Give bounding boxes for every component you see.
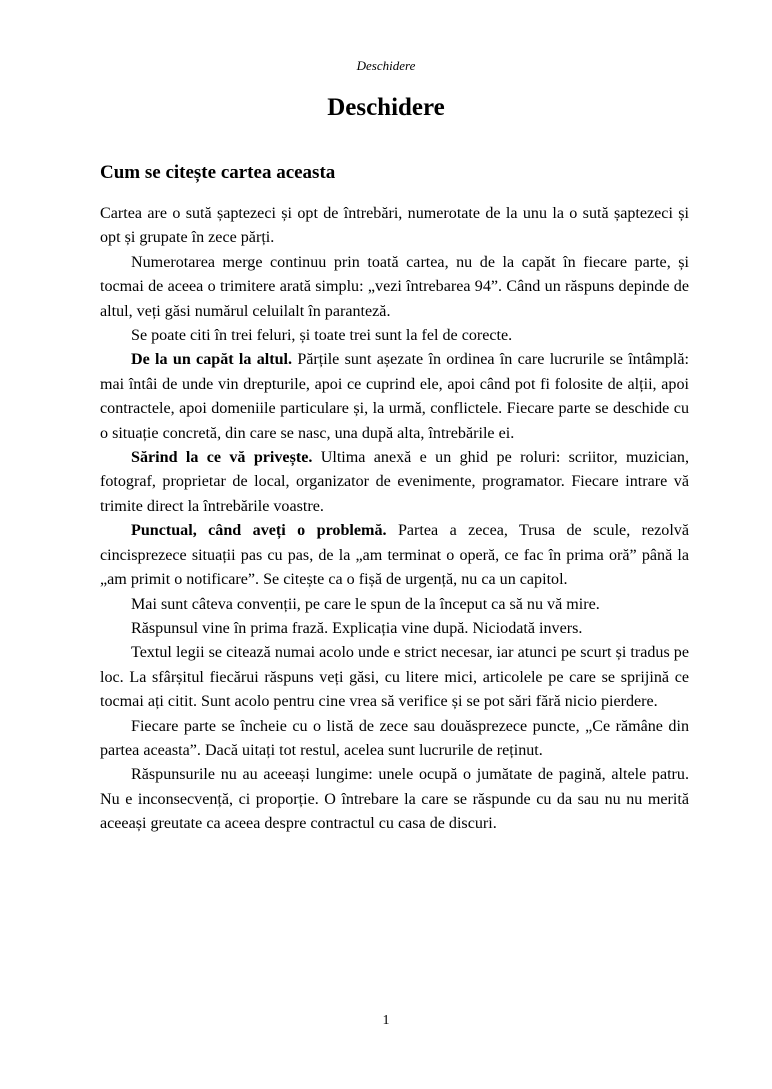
paragraph	[100, 324, 689, 348]
paragraph-text: Textul legii se citează numai acolo unde e strict necesar, iar atunci pe scurt și tradus pe loc. La sfârșitul fiecărui răspuns veți găsi, cu litere mici, articolele pe care se sprijină ce tocmai ați citit. Sunt acolo pentru cine vrea să verifice și se pot sări fără nicio pierdere.	[100, 644, 689, 711]
page-title: Deschidere	[327, 94, 445, 121]
body-text	[100, 202, 689, 837]
section-heading: Cum se citește cartea aceasta	[100, 162, 336, 183]
paragraph	[100, 202, 689, 251]
paragraph-lead: Sărind la ce vă privește.	[131, 449, 313, 467]
paragraph-lead: De la un capăt la altul.	[131, 351, 293, 369]
page-number: 1	[382, 1013, 390, 1028]
paragraph	[100, 593, 689, 617]
paragraph-lead: Punctual, când aveți o problemă.	[131, 522, 387, 540]
paragraph-text: Răspunsurile nu au aceeași lungime: unele ocupă o jumătate de pagină, altele patru. Nu e inconsecvență, ci proporție. O întrebare la care se răspunde cu da sau nu nu merită aceeași greutate ca aceea despre contractul cu casa de discuri.	[100, 766, 689, 833]
running-header: Deschidere	[356, 58, 416, 73]
paragraph	[100, 715, 689, 764]
paragraph-text: Părțile sunt așezate în ordinea în care lucrurile se întâmplă: mai întâi de unde vin drepturile, apoi ce cuprind ele, apoi când pot fi folosite de alții, apoi contractele, apoi domeniile particulare și, la urmă, conflictele. Fiecare parte se deschide cu o situație concretă, din care se nasc, una după alta, întrebările ei.	[100, 351, 689, 442]
paragraph	[100, 763, 689, 836]
paragraph	[100, 251, 689, 324]
paragraph-text: Cartea are o sută șaptezeci și opt de întrebări, numerotate de la unu la o sută șaptezeci și opt și grupate în zece părți.	[100, 205, 689, 247]
paragraph	[100, 348, 689, 446]
paragraph-text: Numerotarea merge continuu prin toată cartea, nu de la capăt în fiecare parte, și tocmai de aceea o trimitere arată simplu: „vezi întrebarea 94”. Când un răspuns depinde de altul, veți găsi numărul celuilalt în paranteză.	[100, 253, 689, 320]
paragraph-text: Ultima anexă e un ghid pe roluri: scriitor, muzician, fotograf, proprietar de local, organizator de evenimente, programator. Fiecare intrare vă trimite direct la întrebările voastre.	[100, 449, 689, 515]
paragraph	[100, 519, 689, 592]
paragraph-text: Mai sunt câteva convenții, pe care le spun de la început ca să nu vă mire.	[131, 595, 600, 613]
paragraph	[100, 617, 689, 641]
paragraph-text: Fiecare parte se încheie cu o listă de zece sau douăsprezece puncte, „Ce rămâne din partea aceasta”. Dacă uitați tot restul, acelea sunt lucrurile de reținut.	[100, 717, 689, 759]
paragraph-text: Se poate citi în trei feluri, și toate trei sunt la fel de corecte.	[131, 327, 513, 345]
paragraph	[100, 446, 689, 519]
paragraph	[100, 641, 689, 714]
paragraph-text: Răspunsul vine în prima frază. Explicația vine după. Niciodată invers.	[131, 619, 583, 637]
paragraph-text: Partea a zecea, Trusa de scule, rezolvă cincisprezece situații pas cu pas, de la „am terminat o operă, ce fac în prima oră” până la „am primit o notificare”. Se citește ca o fișă de urgență, nu ca un capitol.	[100, 522, 689, 589]
